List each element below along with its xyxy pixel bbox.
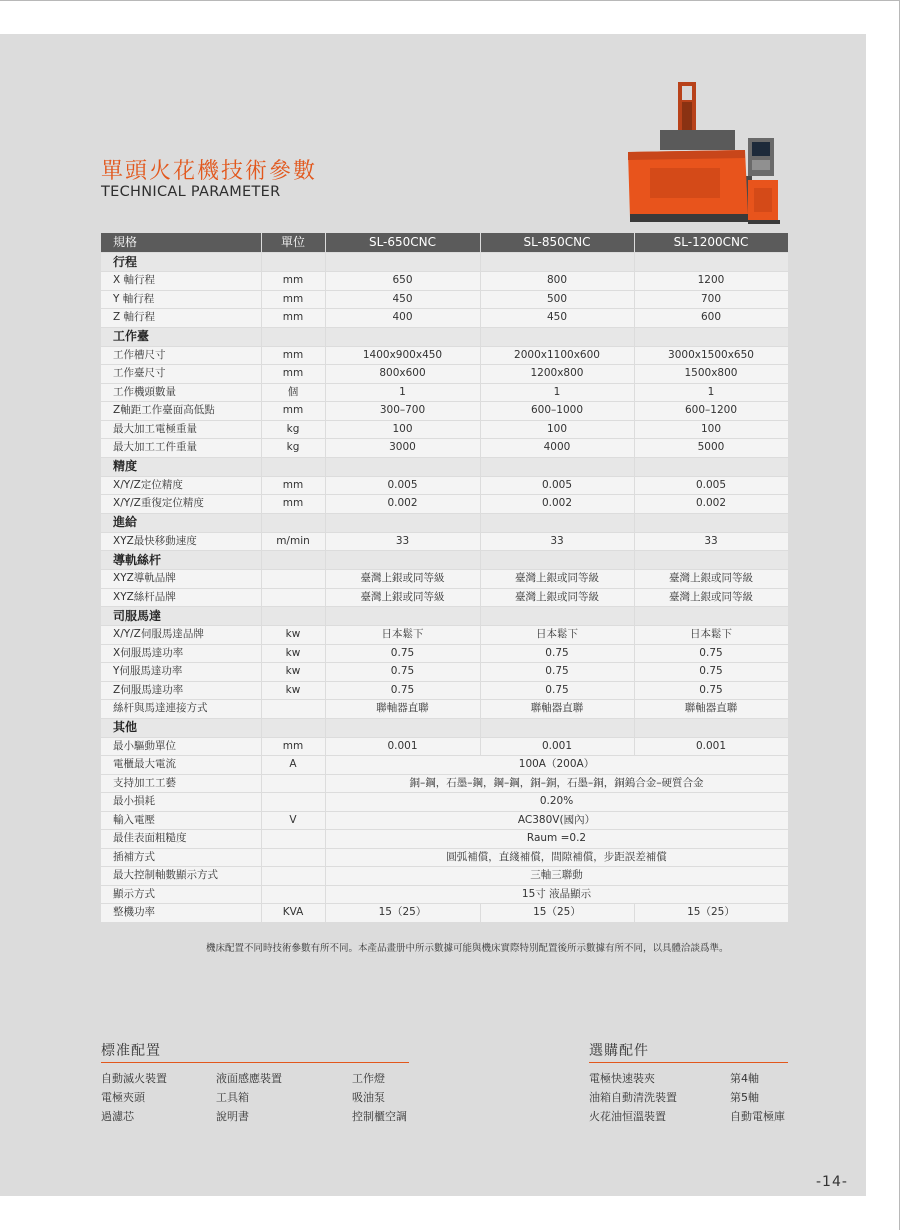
unit-cell: kw	[261, 663, 325, 682]
standard-config-rule	[101, 1062, 409, 1063]
section-label: 其他	[101, 718, 261, 737]
section-label: 進給	[101, 513, 261, 532]
table-row	[101, 532, 788, 551]
table-cell-empty	[261, 253, 325, 272]
table-row	[101, 626, 788, 645]
table-cell-empty	[325, 457, 480, 476]
table-row	[101, 830, 788, 849]
header-model-1200: SL-1200CNC	[634, 233, 788, 253]
optional-accessories-rule	[589, 1062, 788, 1063]
merged-value-cell: 圓弧補償，直綫補償，間隙補償，步距誤差補償	[325, 848, 788, 867]
value-cell: 400	[325, 309, 480, 328]
table-row	[101, 476, 788, 495]
standard-item: 工具箱	[216, 1091, 249, 1104]
value-cell: 5000	[634, 439, 788, 458]
value-cell: 1200	[634, 272, 788, 291]
value-cell: 1	[480, 383, 634, 402]
value-cell: 33	[325, 532, 480, 551]
value-cell: 0.75	[634, 663, 788, 682]
table-row	[101, 383, 788, 402]
table-row	[101, 793, 788, 812]
unit-cell: kg	[261, 420, 325, 439]
standard-item: 控制櫃空調	[352, 1110, 407, 1123]
unit-cell: mm	[261, 365, 325, 384]
table-section-row	[101, 327, 788, 346]
value-cell: 0.001	[634, 737, 788, 756]
table-row	[101, 402, 788, 421]
standard-item: 吸油泵	[352, 1091, 385, 1104]
value-cell: 0.005	[325, 476, 480, 495]
row-label: X伺服馬達功率	[101, 644, 261, 663]
section-label: 工作臺	[101, 327, 261, 346]
value-cell: 聯軸器直聯	[480, 700, 634, 719]
unit-cell: mm	[261, 290, 325, 309]
value-cell: 臺灣上銀或同等級	[480, 570, 634, 589]
unit-cell	[261, 830, 325, 849]
table-cell-empty	[634, 607, 788, 626]
table-cell-empty	[634, 513, 788, 532]
row-label: 最大加工工件重量	[101, 439, 261, 458]
value-cell: 0.75	[325, 663, 480, 682]
row-label: 工作槽尺寸	[101, 346, 261, 365]
table-cell-empty	[480, 551, 634, 570]
frame-line-top	[0, 0, 900, 1]
row-label: 整機功率	[101, 904, 261, 923]
table-cell-empty	[480, 513, 634, 532]
merged-value-cell: Raum =0.2	[325, 830, 788, 849]
value-cell: 0.002	[634, 495, 788, 514]
merged-value-cell: 100A（200A）	[325, 756, 788, 775]
table-cell-empty	[261, 513, 325, 532]
table-row	[101, 737, 788, 756]
value-cell: 0.75	[325, 681, 480, 700]
row-label: XYZ最快移動速度	[101, 532, 261, 551]
value-cell: 800x600	[325, 365, 480, 384]
value-cell: 0.75	[325, 644, 480, 663]
table-section-row	[101, 457, 788, 476]
optional-item: 自動電極庫	[730, 1110, 785, 1123]
table-row	[101, 867, 788, 886]
table-row	[101, 904, 788, 923]
value-cell: 日本鬆下	[634, 626, 788, 645]
standard-item: 液面感應裝置	[216, 1072, 282, 1085]
standard-item: 工作燈	[352, 1072, 385, 1085]
section-label: 司服馬達	[101, 607, 261, 626]
value-cell: 15（25）	[480, 904, 634, 923]
value-cell: 聯軸器直聯	[325, 700, 480, 719]
value-cell: 4000	[480, 439, 634, 458]
table-row	[101, 644, 788, 663]
value-cell: 1500x800	[634, 365, 788, 384]
value-cell: 33	[480, 532, 634, 551]
header-spec: 規格	[101, 233, 261, 253]
value-cell: 650	[325, 272, 480, 291]
value-cell: 300–700	[325, 402, 480, 421]
table-cell-empty	[325, 551, 480, 570]
value-cell: 0.005	[480, 476, 634, 495]
row-label: 工作機頭數量	[101, 383, 261, 402]
row-label: Y伺服馬達功率	[101, 663, 261, 682]
table-cell-empty	[325, 513, 480, 532]
value-cell: 0.001	[325, 737, 480, 756]
unit-cell: mm	[261, 402, 325, 421]
page	[0, 34, 866, 1196]
table-row	[101, 811, 788, 830]
table-cell-empty	[261, 457, 325, 476]
row-label: X/Y/Z定位精度	[101, 476, 261, 495]
table-row	[101, 848, 788, 867]
header-model-650: SL-650CNC	[325, 233, 480, 253]
value-cell: 33	[634, 532, 788, 551]
unit-cell	[261, 848, 325, 867]
value-cell: 450	[325, 290, 480, 309]
table-row	[101, 570, 788, 589]
value-cell: 1400x900x450	[325, 346, 480, 365]
row-label: 插補方式	[101, 848, 261, 867]
unit-cell	[261, 885, 325, 904]
value-cell: 600–1200	[634, 402, 788, 421]
unit-cell: kw	[261, 626, 325, 645]
merged-value-cell: 三軸三聯動	[325, 867, 788, 886]
row-label: X 軸行程	[101, 272, 261, 291]
table-row	[101, 420, 788, 439]
value-cell: 0.75	[480, 644, 634, 663]
table-cell-empty	[325, 718, 480, 737]
unit-cell: kw	[261, 681, 325, 700]
value-cell: 臺灣上銀或同等級	[634, 588, 788, 607]
row-label: Z 軸行程	[101, 309, 261, 328]
table-row	[101, 774, 788, 793]
optional-item: 第5軸	[730, 1091, 759, 1104]
spec-table-header-row	[101, 233, 788, 253]
value-cell: 500	[480, 290, 634, 309]
row-label: 輸入電壓	[101, 811, 261, 830]
table-row	[101, 495, 788, 514]
standard-item: 說明書	[216, 1110, 249, 1123]
standard-item: 電極夾頭	[101, 1091, 145, 1104]
merged-value-cell: 0.20%	[325, 793, 788, 812]
unit-cell	[261, 774, 325, 793]
table-row	[101, 290, 788, 309]
value-cell: 3000x1500x650	[634, 346, 788, 365]
value-cell: 100	[480, 420, 634, 439]
unit-cell: mm	[261, 476, 325, 495]
unit-cell: mm	[261, 737, 325, 756]
value-cell: 3000	[325, 439, 480, 458]
unit-cell	[261, 588, 325, 607]
table-row	[101, 439, 788, 458]
section-label: 行程	[101, 253, 261, 272]
standard-item: 過濾芯	[101, 1110, 134, 1123]
optional-accessories-title: 選購配件	[589, 1043, 649, 1059]
row-label: 支持加工工藝	[101, 774, 261, 793]
unit-cell	[261, 867, 325, 886]
table-cell-empty	[480, 607, 634, 626]
value-cell: 2000x1100x600	[480, 346, 634, 365]
table-section-row	[101, 513, 788, 532]
table-row	[101, 700, 788, 719]
table-row	[101, 588, 788, 607]
value-cell: 700	[634, 290, 788, 309]
value-cell: 日本鬆下	[480, 626, 634, 645]
table-row	[101, 309, 788, 328]
table-cell-empty	[480, 718, 634, 737]
unit-cell: mm	[261, 346, 325, 365]
table-cell-empty	[325, 607, 480, 626]
table-cell-empty	[261, 718, 325, 737]
unit-cell	[261, 793, 325, 812]
footnote: 機床配置不同時技術參數有所不同。本產品畫册中所示數據可能與機床實際特別配置後所示數據有所不同，以具體洽談爲準。	[206, 943, 729, 954]
row-label: XYZ絲杆品牌	[101, 588, 261, 607]
table-cell-empty	[261, 551, 325, 570]
unit-cell: kg	[261, 439, 325, 458]
header-model-850: SL-850CNC	[480, 233, 634, 253]
value-cell: 15（25）	[325, 904, 480, 923]
row-label: X/Y/Z重復定位精度	[101, 495, 261, 514]
table-cell-empty	[325, 327, 480, 346]
table-row	[101, 756, 788, 775]
page-title: 單頭火花機技術參數	[101, 159, 318, 184]
table-section-row	[101, 607, 788, 626]
unit-cell: m/min	[261, 532, 325, 551]
row-label: X/Y/Z伺服馬達品牌	[101, 626, 261, 645]
value-cell: 1	[325, 383, 480, 402]
table-row	[101, 681, 788, 700]
row-label: Z軸距工作臺面高低點	[101, 402, 261, 421]
value-cell: 0.75	[480, 663, 634, 682]
unit-cell: mm	[261, 272, 325, 291]
row-label: 顯示方式	[101, 885, 261, 904]
value-cell: 0.001	[480, 737, 634, 756]
value-cell: 臺灣上銀或同等級	[325, 588, 480, 607]
table-row	[101, 885, 788, 904]
value-cell: 臺灣上銀或同等級	[634, 570, 788, 589]
value-cell: 100	[325, 420, 480, 439]
edm-machine-image	[620, 80, 790, 230]
optional-item: 火花油恒溫裝置	[589, 1110, 666, 1123]
merged-value-cell: 銅–鋼，石墨–鋼，鋼–鋼，銅–銅，石墨–銅，銅鎢合金–硬質合金	[325, 774, 788, 793]
merged-value-cell: AC380V(國內）	[325, 811, 788, 830]
table-section-row	[101, 551, 788, 570]
value-cell: 0.75	[480, 681, 634, 700]
table-cell-empty	[325, 253, 480, 272]
optional-item: 油箱自動清洗裝置	[589, 1091, 677, 1104]
row-label: 最佳表面粗糙度	[101, 830, 261, 849]
unit-cell: 個	[261, 383, 325, 402]
unit-cell: A	[261, 756, 325, 775]
table-section-row	[101, 718, 788, 737]
table-cell-empty	[261, 327, 325, 346]
row-label: 最大加工電極重量	[101, 420, 261, 439]
table-row	[101, 272, 788, 291]
unit-cell: mm	[261, 495, 325, 514]
table-cell-empty	[634, 327, 788, 346]
table-row	[101, 365, 788, 384]
standard-config-title: 標准配置	[101, 1043, 161, 1059]
standard-item: 自動滅火裝置	[101, 1072, 167, 1085]
value-cell: 1200x800	[480, 365, 634, 384]
value-cell: 0.002	[480, 495, 634, 514]
spec-table	[101, 233, 789, 923]
value-cell: 0.75	[634, 644, 788, 663]
table-cell-empty	[261, 607, 325, 626]
section-label: 精度	[101, 457, 261, 476]
row-label: 最小驅動單位	[101, 737, 261, 756]
table-cell-empty	[480, 457, 634, 476]
value-cell: 100	[634, 420, 788, 439]
row-label: 工作臺尺寸	[101, 365, 261, 384]
table-cell-empty	[634, 551, 788, 570]
row-label: 最大控制軸數顯示方式	[101, 867, 261, 886]
page-subtitle: TECHNICAL PARAMETER	[101, 184, 281, 200]
table-cell-empty	[480, 327, 634, 346]
table-row	[101, 346, 788, 365]
value-cell: 450	[480, 309, 634, 328]
value-cell: 1	[634, 383, 788, 402]
table-cell-empty	[480, 253, 634, 272]
value-cell: 臺灣上銀或同等級	[480, 588, 634, 607]
merged-value-cell: 15寸 液晶顯示	[325, 885, 788, 904]
row-label: XYZ導軌品牌	[101, 570, 261, 589]
header-unit: 單位	[261, 233, 325, 253]
row-label: Y 軸行程	[101, 290, 261, 309]
value-cell: 聯軸器直聯	[634, 700, 788, 719]
optional-item: 第4軸	[730, 1072, 759, 1085]
table-cell-empty	[634, 253, 788, 272]
section-label: 導軌絲杆	[101, 551, 261, 570]
value-cell: 800	[480, 272, 634, 291]
page-number: -14-	[816, 1174, 848, 1190]
row-label: 絲杆與馬達連接方式	[101, 700, 261, 719]
optional-item: 電極快速裝夾	[589, 1072, 655, 1085]
value-cell: 15（25）	[634, 904, 788, 923]
row-label: 電櫃最大電流	[101, 756, 261, 775]
unit-cell	[261, 570, 325, 589]
unit-cell: kw	[261, 644, 325, 663]
unit-cell: V	[261, 811, 325, 830]
value-cell: 0.005	[634, 476, 788, 495]
value-cell: 0.75	[634, 681, 788, 700]
unit-cell	[261, 700, 325, 719]
value-cell: 0.002	[325, 495, 480, 514]
unit-cell: mm	[261, 309, 325, 328]
value-cell: 600–1000	[480, 402, 634, 421]
row-label: Z伺服馬達功率	[101, 681, 261, 700]
table-section-row	[101, 253, 788, 272]
table-cell-empty	[634, 457, 788, 476]
table-row	[101, 663, 788, 682]
value-cell: 臺灣上銀或同等級	[325, 570, 480, 589]
row-label: 最小損耗	[101, 793, 261, 812]
value-cell: 600	[634, 309, 788, 328]
unit-cell: KVA	[261, 904, 325, 923]
value-cell: 日本鬆下	[325, 626, 480, 645]
table-cell-empty	[634, 718, 788, 737]
